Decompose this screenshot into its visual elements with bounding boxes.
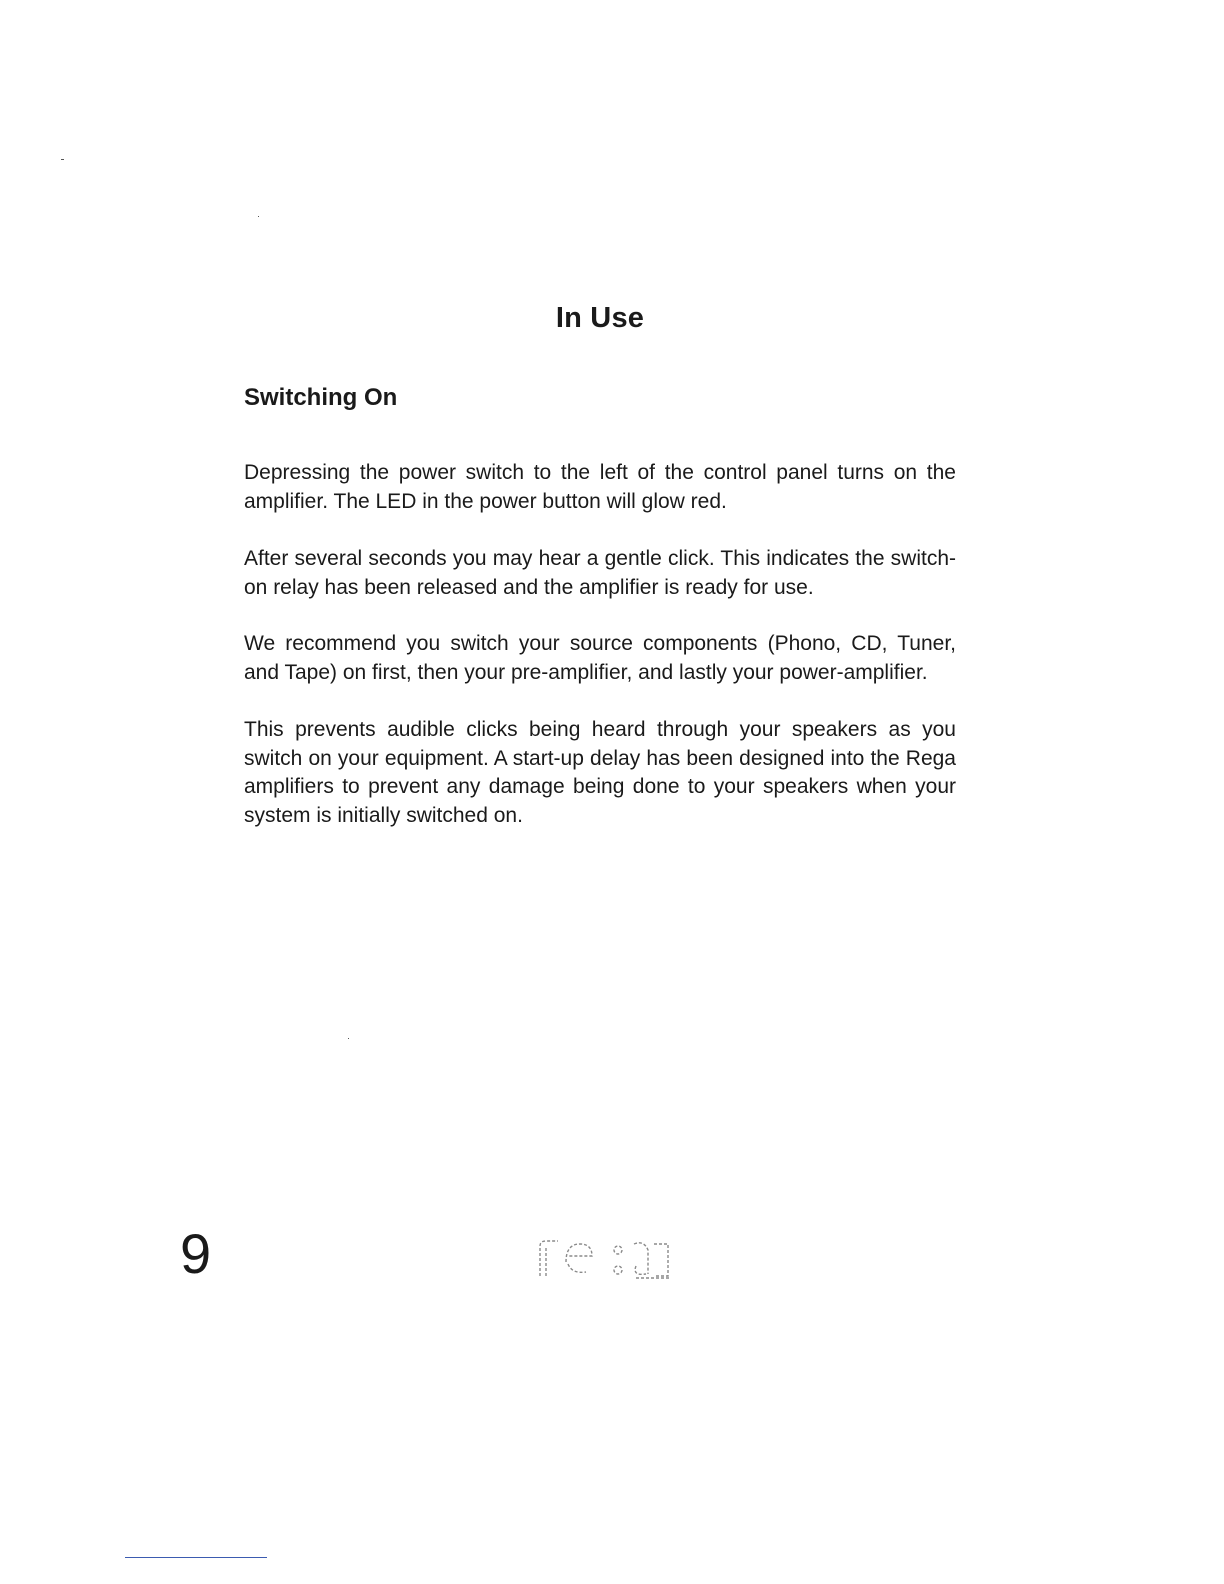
rega-logo-icon [536, 1236, 672, 1280]
paragraph-power-switch: Depressing the power switch to the left of the control panel turns on the amplifier. The LED in the power button will glow red. [244, 461, 956, 513]
paragraph-startup-delay: This prevents audible clicks being heard through your speakers as you switch on your equipment. A start-up delay has been designed into the Rega amplifiers to prevent any damage being done to your speakers when your system is initially switched on. [244, 718, 956, 827]
footer-rule [125, 1557, 267, 1558]
scan-speck [258, 216, 259, 217]
page-title: In Use [555, 302, 645, 334]
page-number: 9 [180, 1222, 212, 1285]
paragraph-switch-order: We recommend you switch your source components (Phono, CD, Tuner, and Tape) on first, then your pre-amplifier, and lastly your power-amplifier. [244, 632, 956, 684]
scan-speck [348, 1038, 349, 1039]
section-heading-switching-on: Switching On [244, 384, 398, 411]
paragraph-relay-click: After several seconds you may hear a gentle click. This indicates the switch-on relay has been released and the amplifier is ready for use. [244, 547, 956, 599]
scan-speck [61, 159, 64, 160]
